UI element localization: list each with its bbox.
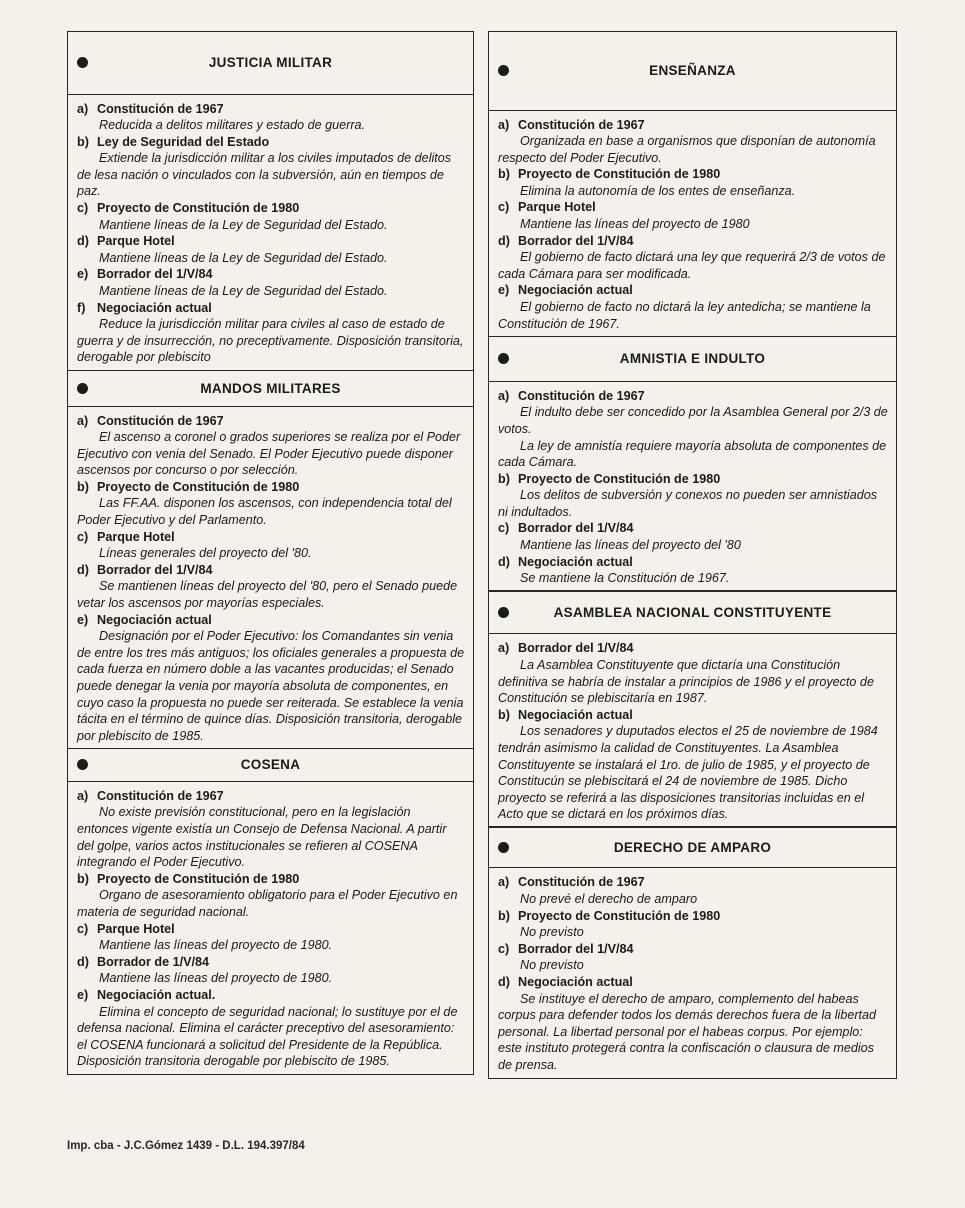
section-item xyxy=(77,413,465,479)
section-body xyxy=(489,634,896,827)
item-heading xyxy=(498,471,888,488)
item-text-content: La ley de amnistía requiere mayoría absoluta de componentes de cada Cámara. xyxy=(498,438,887,470)
section-item xyxy=(498,640,888,706)
item-text-content: Se mantiene la Constitución de 1967. xyxy=(520,571,730,586)
item-text xyxy=(77,316,465,366)
item-text-content: Organo de asesoramiento obligatorio para el Poder Ejecutivo en materia de seguridad nacional. xyxy=(77,888,458,920)
section-item xyxy=(77,612,465,745)
section-item xyxy=(77,233,465,266)
section-item xyxy=(498,388,888,471)
section-item xyxy=(77,921,465,954)
item-heading xyxy=(77,921,465,938)
section-header xyxy=(68,749,473,782)
item-heading xyxy=(77,134,465,151)
item-label: Constitución de 1967 xyxy=(518,388,645,403)
section-item xyxy=(77,529,465,562)
item-heading xyxy=(77,233,465,250)
item-heading xyxy=(77,529,465,546)
item-label: Borrador del 1/V/84 xyxy=(518,941,634,956)
item-letter: c) xyxy=(77,921,89,936)
section-item xyxy=(498,554,888,587)
item-text-content: Los senadores y duputados electos el 25 de noviembre de 1984 tendrán asimismo la calidad de Constituyentes. La Asamblea Constituyente se instalará el 1ro. de julio de 1985, y el proyecto de Constitucún se plebiscitará el 24 de noviembre de 1985. Dicho proyecto se referirá a las disposiciones transitorias incluidas en el Acto que se dictará en los próximos días. xyxy=(498,724,878,822)
section-item xyxy=(77,788,465,871)
section-item xyxy=(77,562,465,612)
item-text xyxy=(77,495,465,528)
item-heading xyxy=(77,954,465,971)
item-text-content: El gobierno de facto dictará una ley que requerirá 2/3 de votos de cada Cámara para ser modificada. xyxy=(498,250,886,281)
item-text xyxy=(77,283,465,300)
item-text-content: Mantiene las líneas del proyecto de 1980. xyxy=(99,971,333,986)
item-text-content: El indulto debe ser concedido por la Asamblea General por 2/3 de votos. xyxy=(498,405,888,436)
section-amnistia-indulto xyxy=(488,336,897,592)
item-letter: a) xyxy=(77,788,89,803)
item-label: Negociación actual xyxy=(518,707,633,722)
item-heading xyxy=(498,974,888,991)
item-text xyxy=(77,970,465,987)
item-letter: b) xyxy=(498,471,510,486)
item-label: Parque Hotel xyxy=(97,234,175,249)
item-text-content: Se instituye el derecho de amparo, complemento del habeas corpus para defender todos los demás derechos fuera de la libertad personal. La libertad personal por el habeas corpus. Por ejemplo: este instituto protegerá contra la confiscación o clausura de medios de prensa. xyxy=(498,991,877,1072)
item-text-content: Elimina la autonomía de los entes de enseñanza. xyxy=(520,183,796,198)
item-letter: a) xyxy=(77,101,89,116)
section-item xyxy=(498,908,888,941)
bullet-icon xyxy=(77,57,88,68)
item-text xyxy=(498,133,888,166)
item-letter: c) xyxy=(498,200,510,215)
item-text xyxy=(77,887,465,920)
item-text-content: No prevé el derecho de amparo xyxy=(520,891,698,906)
item-label: Parque Hotel xyxy=(518,200,596,215)
section-item xyxy=(498,471,888,521)
bullet-icon xyxy=(77,759,88,770)
item-label: Ley de Seguridad del Estado xyxy=(97,134,270,149)
item-label: Constitución de 1967 xyxy=(97,788,224,803)
section-item xyxy=(77,134,465,200)
item-letter: a) xyxy=(498,388,510,403)
item-label: Proyecto de Constitución de 1980 xyxy=(518,167,721,182)
item-heading xyxy=(498,640,888,657)
item-heading xyxy=(77,200,465,217)
item-letter: e) xyxy=(77,612,89,627)
section-cosena xyxy=(67,748,474,1075)
section-body xyxy=(489,868,896,1077)
item-text xyxy=(77,804,465,870)
item-heading xyxy=(498,233,888,250)
item-letter: c) xyxy=(77,529,89,544)
section-item xyxy=(498,974,888,1074)
item-heading xyxy=(498,941,888,958)
section-body xyxy=(68,782,473,1074)
item-text xyxy=(498,537,888,554)
item-heading xyxy=(498,282,888,299)
item-text xyxy=(77,1004,465,1070)
bullet-icon xyxy=(498,842,509,853)
printer-imprint: Imp. cba - J.C.Gómez 1439 - D.L. 194.397/84 xyxy=(67,1140,305,1152)
item-heading xyxy=(498,874,888,891)
item-text-content: Organizada en base a organismos que disponían de autonomía respecto del Poder Ejecutivo. xyxy=(498,134,876,165)
bullet-icon xyxy=(498,65,509,76)
item-heading xyxy=(498,707,888,724)
item-text xyxy=(498,404,888,437)
item-letter: a) xyxy=(498,875,510,890)
section-item xyxy=(77,101,465,134)
item-text xyxy=(498,299,888,332)
item-label: Borrador del 1/V/84 xyxy=(518,233,634,248)
section-item xyxy=(77,200,465,233)
item-letter: b) xyxy=(77,479,89,494)
item-label: Proyecto de Constitución de 1980 xyxy=(97,201,300,216)
item-text xyxy=(77,117,465,134)
item-heading xyxy=(77,987,465,1004)
section-header xyxy=(489,32,896,111)
item-text xyxy=(498,570,888,587)
item-label: Constitución de 1967 xyxy=(97,101,224,116)
item-heading xyxy=(498,908,888,925)
section-item xyxy=(77,954,465,987)
item-letter: f) xyxy=(77,300,86,315)
item-text-content: Mantiene líneas de la Ley de Seguridad del Estado. xyxy=(99,250,388,265)
section-title: JUSTICIA MILITAR xyxy=(208,55,333,70)
item-heading xyxy=(77,562,465,579)
item-letter: c) xyxy=(498,941,510,956)
item-letter: c) xyxy=(77,201,89,216)
item-text xyxy=(498,438,888,471)
item-letter: c) xyxy=(498,521,510,536)
section-asamblea-constituyente xyxy=(488,590,897,828)
item-letter: a) xyxy=(498,117,510,132)
section-justicia-militar xyxy=(67,31,474,372)
section-item xyxy=(77,300,465,366)
item-heading xyxy=(498,166,888,183)
item-letter: d) xyxy=(498,974,510,989)
item-text xyxy=(498,487,888,520)
section-header xyxy=(489,337,896,382)
section-body xyxy=(489,382,896,591)
item-text-content: Designación por el Poder Ejecutivo: los Comandantes sin venia de entre los tres más antiguos; los oficiales generales a propuesta de cada fuerza en número doble a las vacantes producidas; el Senado puede denegar la venia por mayoría absoluta de componentes, en cuyo caso la propuesta no puede ser reiterada. Se establece la venia tácita en el término de quince días. Disposición transitoria, derogable por plebiscito de 1985. xyxy=(77,629,465,743)
item-letter: e) xyxy=(77,988,89,1002)
item-text-content: La Asamblea Constituyente que dictaría una Constitución definitiva se habría de instalar a principios de 1986 y el proyecto de Constitución se plebiscitaría en 1987. xyxy=(498,657,874,706)
item-heading xyxy=(498,388,888,405)
item-text-content: No previsto xyxy=(520,925,584,940)
item-text xyxy=(498,991,888,1074)
item-label: Proyecto de Constitución de 1980 xyxy=(97,871,300,886)
item-heading xyxy=(498,199,888,216)
item-text-content: Reducida a delitos militares y estado de guerra. xyxy=(99,118,366,133)
section-title: DERECHO DE AMPARO xyxy=(613,839,772,855)
section-item xyxy=(498,874,888,907)
section-mandos-militares xyxy=(67,370,474,750)
item-text-content: No existe previsión constitucional, pero en la legislación entonces vigente existía un Consejo de Defensa Nacional. A partir del golpe, varios actos institucionales se refieren al COSENA integrando el Poder Ejecutivo. xyxy=(77,805,447,870)
section-item xyxy=(77,987,465,1070)
item-letter: e) xyxy=(77,267,89,282)
section-body xyxy=(68,407,473,749)
bullet-icon xyxy=(77,383,88,394)
item-text xyxy=(77,250,465,267)
item-text-content: Elimina el concepto de seguridad nacional; lo sustituye por el de defensa nacional. Elimina el carácter preceptivo del asesoramiento: el COSENA funcionará a solicitud del Presidente de la República. Disposición transitoria derogable por plebiscito de 1985. xyxy=(77,1004,458,1069)
item-text xyxy=(77,217,465,234)
item-text-content: Extiende la jurisdicción militar a los civiles imputados de delitos de lesa nación o vinculados con la subversión, aún en tiempos de paz. xyxy=(77,151,452,199)
section-item xyxy=(498,233,888,283)
section-header xyxy=(489,591,896,634)
item-text-content: Se mantienen líneas del proyecto del '80, pero el Senado puede vetar los ascensos por mayorías especiales. xyxy=(77,579,458,611)
left-column xyxy=(67,32,474,1075)
item-letter: d) xyxy=(77,562,89,577)
item-letter: b) xyxy=(498,908,510,923)
item-text-content: No previsto xyxy=(520,958,584,973)
item-heading xyxy=(77,413,465,430)
item-label: Negociación actual. xyxy=(97,988,216,1002)
item-text xyxy=(498,924,888,941)
item-text xyxy=(498,957,888,974)
item-label: Parque Hotel xyxy=(97,529,175,544)
item-label: Borrador del 1/V/84 xyxy=(97,562,213,577)
bullet-icon xyxy=(498,607,509,618)
item-label: Negociación actual xyxy=(97,612,212,627)
item-letter: d) xyxy=(498,233,510,248)
item-text-content: Líneas generales del proyecto del '80. xyxy=(99,546,312,561)
item-text xyxy=(498,891,888,908)
item-text-content: Mantiene las líneas del proyecto del '80 xyxy=(520,538,741,553)
section-header xyxy=(68,371,473,407)
item-text xyxy=(498,249,888,282)
item-label: Proyecto de Constitución de 1980 xyxy=(518,471,721,486)
item-text xyxy=(77,429,465,479)
item-letter: a) xyxy=(77,413,89,428)
section-item xyxy=(498,282,888,332)
item-text-content: El ascenso a coronel o grados superiores se realiza por el Poder Ejecutivo con venia del Senado. El Poder Ejecutivo puede disponer ascensos por concurso o por selección. xyxy=(77,430,461,478)
item-letter: d) xyxy=(498,554,510,569)
item-heading xyxy=(77,612,465,629)
item-text-content: El gobierno de facto no dictará la ley antedicha; se mantiene la Constitución de 1967. xyxy=(498,300,871,331)
section-body xyxy=(68,95,473,371)
section-header xyxy=(68,32,473,95)
item-text-content: Mantiene líneas de la Ley de Seguridad del Estado. xyxy=(99,217,388,232)
item-heading xyxy=(77,871,465,888)
section-title: ASAMBLEA NACIONAL CONSTITUYENTE xyxy=(553,604,832,620)
section-header xyxy=(489,827,896,868)
item-heading xyxy=(77,101,465,118)
section-item xyxy=(77,266,465,299)
item-label: Parque Hotel xyxy=(97,921,175,936)
item-label: Negociación actual xyxy=(97,300,212,315)
section-title: ENSEÑANZA xyxy=(649,63,736,78)
section-derecho-amparo xyxy=(488,826,897,1078)
item-text xyxy=(498,723,888,823)
section-item xyxy=(498,520,888,553)
item-text-content: Las FF.AA. disponen los ascensos, con independencia total del Poder Ejecutivo y del Parlamento. xyxy=(77,496,452,528)
item-label: Borrador del 1/V/84 xyxy=(518,521,634,536)
item-label: Constitución de 1967 xyxy=(518,875,645,890)
item-label: Constitución de 1967 xyxy=(518,117,645,132)
item-label: Borrador de 1/V/84 xyxy=(97,954,209,969)
item-text xyxy=(77,545,465,562)
item-text xyxy=(498,216,888,233)
item-label: Negociación actual xyxy=(518,554,633,569)
item-text-content: Mantiene líneas de la Ley de Seguridad del Estado. xyxy=(99,284,388,299)
item-heading xyxy=(498,117,888,134)
section-ensenanza xyxy=(488,31,897,338)
bullet-icon xyxy=(498,353,509,364)
item-text xyxy=(77,150,465,200)
section-title: MANDOS MILITARES xyxy=(200,380,341,396)
section-title: COSENA xyxy=(240,757,301,773)
section-title: AMNISTIA E INDULTO xyxy=(619,351,766,367)
item-letter: e) xyxy=(498,283,510,298)
item-heading xyxy=(498,554,888,571)
item-text-content: Reduce la jurisdicción militar para civiles al caso de estado de guerra y de insurrección, no preceptivamente. Disposición transitoria, derogable por plebiscito xyxy=(77,317,464,365)
section-body xyxy=(489,111,896,337)
item-text xyxy=(77,628,465,744)
item-letter: d) xyxy=(77,234,89,249)
item-heading xyxy=(77,300,465,317)
item-label: Borrador del 1/V/84 xyxy=(518,641,634,656)
item-label: Negociación actual xyxy=(518,974,633,989)
item-letter: d) xyxy=(77,954,89,969)
item-text xyxy=(77,937,465,954)
item-text xyxy=(498,183,888,200)
item-heading xyxy=(498,520,888,537)
item-text xyxy=(498,657,888,707)
item-label: Borrador del 1/V/84 xyxy=(97,267,213,282)
item-letter: b) xyxy=(498,167,510,182)
section-item xyxy=(498,941,888,974)
item-label: Constitución de 1967 xyxy=(97,413,224,428)
section-item xyxy=(498,707,888,823)
item-label: Proyecto de Constitución de 1980 xyxy=(97,479,300,494)
item-letter: b) xyxy=(77,134,89,149)
item-heading xyxy=(77,479,465,496)
item-label: Proyecto de Constitución de 1980 xyxy=(518,908,721,923)
item-label: Negociación actual xyxy=(518,283,633,298)
section-item xyxy=(498,166,888,199)
section-item xyxy=(77,479,465,529)
item-letter: b) xyxy=(77,871,89,886)
item-text-content: Mantiene las líneas del proyecto de 1980 xyxy=(520,217,750,232)
item-letter: b) xyxy=(498,707,510,722)
item-heading xyxy=(77,266,465,283)
item-letter: a) xyxy=(498,641,510,656)
section-item xyxy=(77,871,465,921)
section-item xyxy=(498,117,888,167)
item-text-content: Mantiene las líneas del proyecto de 1980. xyxy=(99,938,333,953)
item-heading xyxy=(77,788,465,805)
right-column xyxy=(488,32,897,1079)
section-item xyxy=(498,199,888,232)
item-text xyxy=(77,578,465,611)
item-text-content: Los delitos de subversión y conexos no pueden ser amnistiados ni indultados. xyxy=(498,488,878,519)
